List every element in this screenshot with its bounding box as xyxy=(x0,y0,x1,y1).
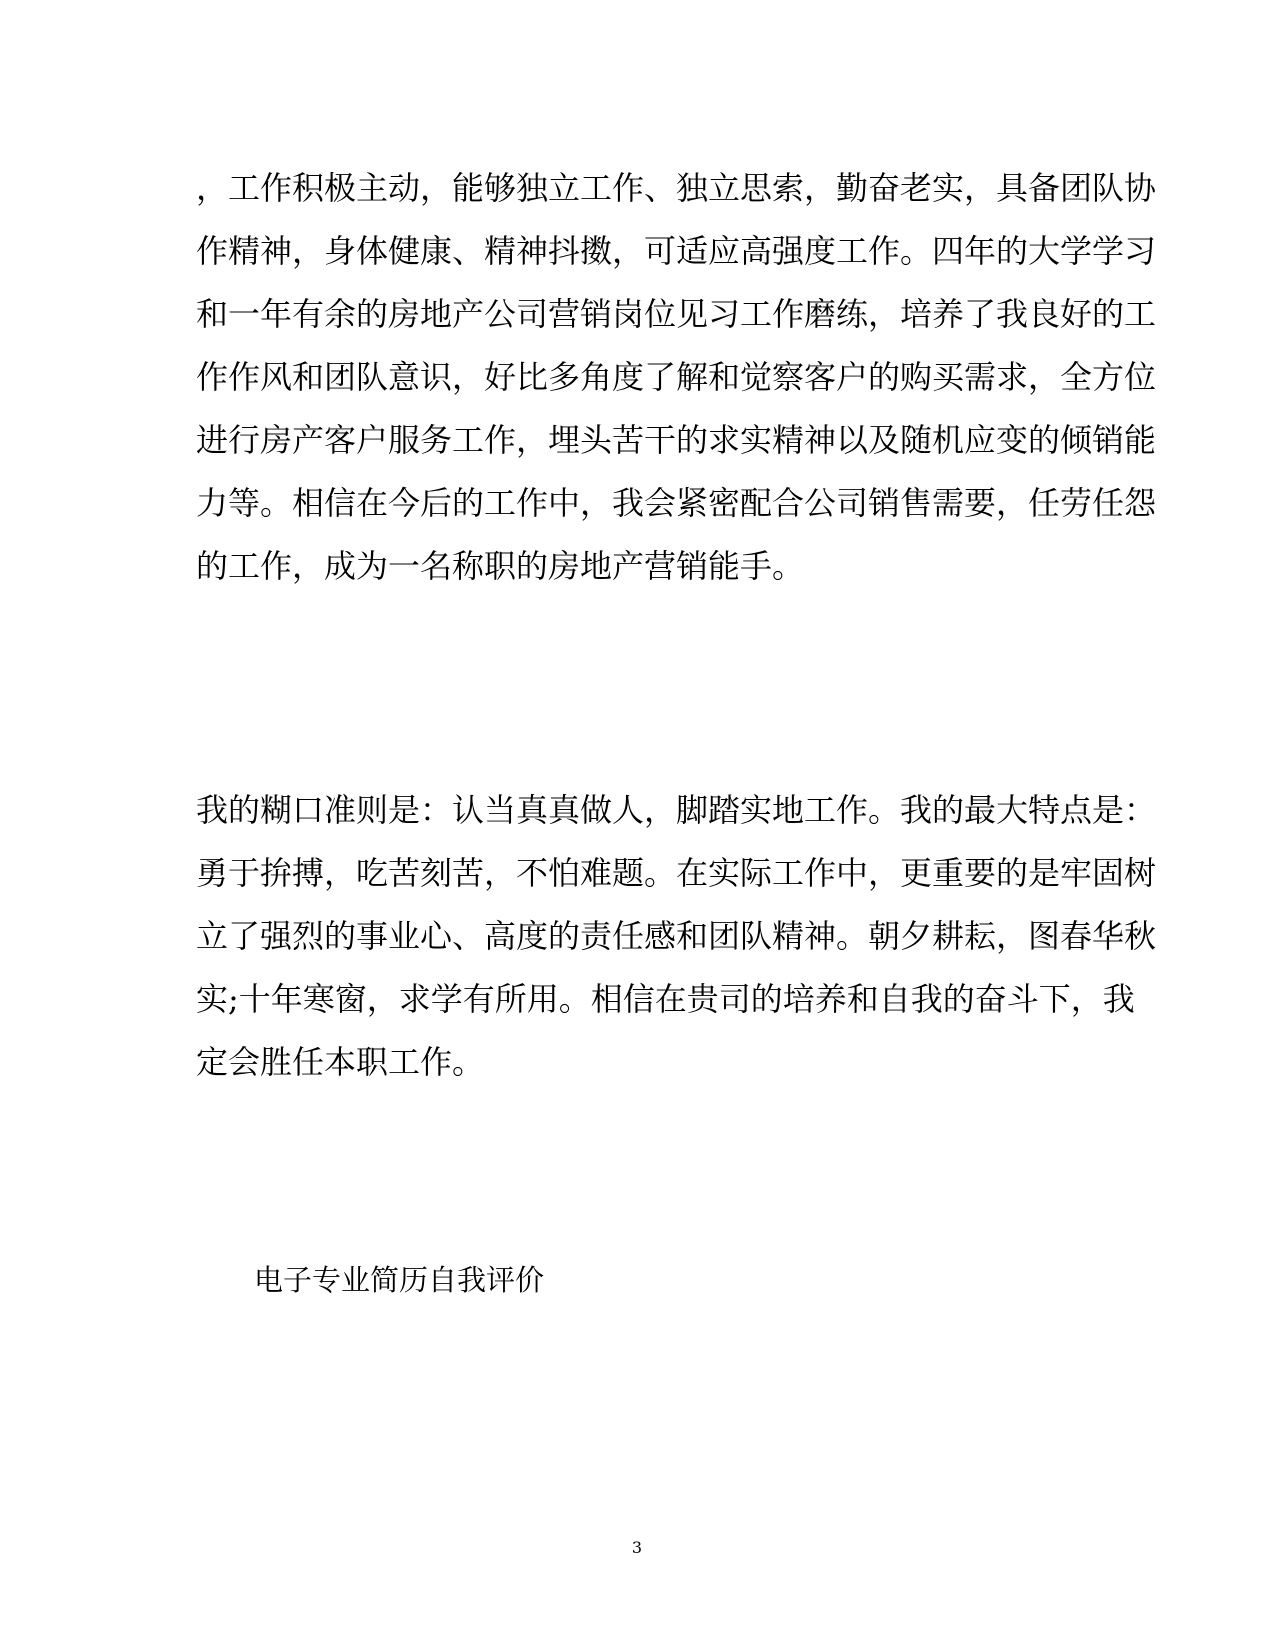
page-number: 3 xyxy=(631,1538,643,1557)
section-heading: 电子专业简历自我评价 xyxy=(254,1263,545,1297)
paragraph-2-line-5: 定会胜任本职工作。 xyxy=(196,1043,485,1081)
paragraph-1-line-2: 作精神，身体健康、精神抖擞，可适应高强度工作。四年的大学学习 xyxy=(196,232,1157,270)
paragraph-2-line-1: 我的糊口准则是：认当真真做人，脚踏实地工作。我的最大特点是： xyxy=(196,791,1157,829)
paragraph-1-line-7: 的工作，成为一名称职的房地产营销能手。 xyxy=(196,547,805,585)
paragraph-2-line-4: 实;十年寒窗，求学有所用。相信在贵司的培养和自我的奋斗下，我 xyxy=(196,980,1135,1018)
paragraph-2-line-2: 勇于拚搏，吃苦刻苦，不怕难题。在实际工作中，更重要的是牢固树 xyxy=(196,854,1157,892)
paragraph-2-line-3: 立了强烈的事业心、高度的责任感和团队精神。朝夕耕耘，图春华秋 xyxy=(196,917,1157,955)
paragraph-1-line-6: 力等。相信在今后的工作中，我会紧密配合公司销售需要，任劳任怨 xyxy=(196,484,1157,522)
paragraph-1-line-5: 进行房产客户服务工作，埋头苦干的求实精神以及随机应变的倾销能 xyxy=(196,421,1157,459)
paragraph-1-line-3: 和一年有余的房地产公司营销岗位见习工作磨练，培养了我良好的工 xyxy=(196,295,1157,333)
paragraph-1-line-4: 作作风和团队意识，好比多角度了解和觉察客户的购买需求，全方位 xyxy=(196,358,1157,396)
paragraph-1-line-1: ，工作积极主动，能够独立工作、独立思索，勤奋老实，具备团队协 xyxy=(196,169,1157,207)
